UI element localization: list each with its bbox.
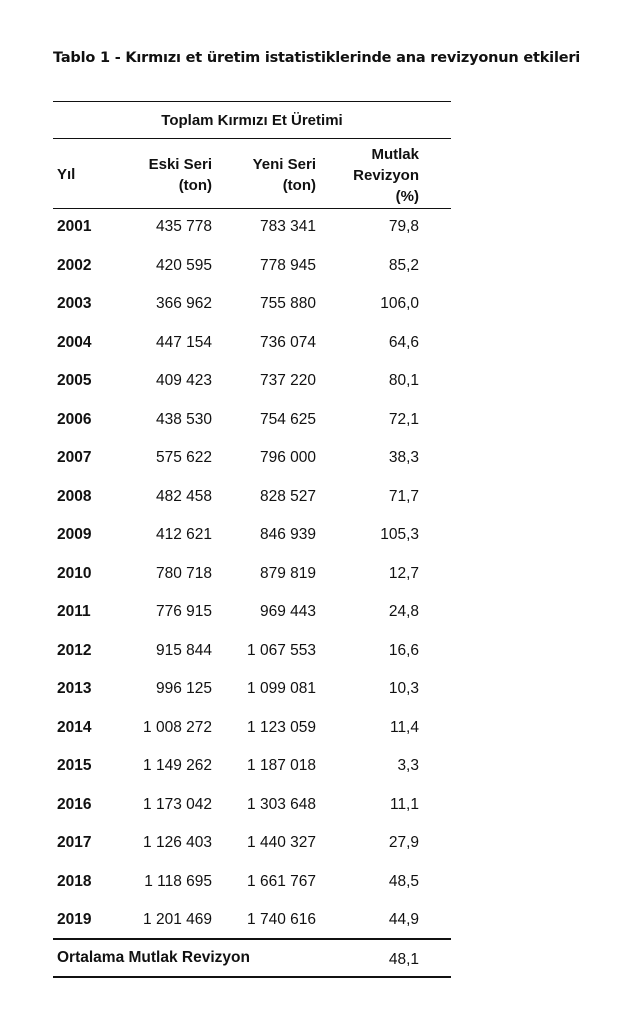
new-series-cell: 754 625 (259, 410, 316, 428)
table-row (0, 825, 622, 864)
year-cell: 2013 (57, 680, 92, 697)
revision-cell: 72,1 (388, 410, 419, 428)
new-series-cell: 736 074 (259, 333, 316, 351)
revision-cell: 71,7 (388, 487, 419, 505)
new-series-cell: 1 440 327 (247, 834, 316, 851)
new-series-cell: 1 661 767 (247, 872, 316, 890)
new-series-cell: 783 341 (259, 218, 316, 235)
table-row (0, 325, 622, 364)
year-cell: 2008 (57, 487, 92, 505)
revision-cell: 64,6 (388, 333, 419, 351)
year-cell: 2005 (57, 372, 92, 389)
col-header-new-series (253, 154, 316, 196)
new-series-cell: 846 939 (259, 526, 316, 543)
revision-cell: 24,8 (388, 603, 419, 620)
table-row (0, 864, 622, 903)
year-cell: 2006 (57, 410, 92, 428)
table-row (0, 479, 622, 518)
revision-cell: 106,0 (380, 295, 419, 312)
old-series-cell: 447 154 (155, 333, 212, 351)
revision-cell: 3,3 (397, 757, 419, 774)
new-series-cell: 1 099 081 (247, 680, 316, 697)
group-header: Toplam Kırmızı Et Üretimi (161, 112, 343, 129)
old-series-cell: 409 423 (155, 372, 212, 389)
year-cell: 2017 (57, 834, 92, 851)
old-series-cell: 996 125 (155, 680, 212, 697)
year-cell: 2001 (57, 218, 92, 235)
footer-top-rule (53, 938, 451, 940)
col-header-old-series (149, 154, 212, 196)
year-cell: 2009 (57, 526, 92, 543)
new-series-cell: 778 945 (259, 256, 316, 274)
revision-cell: 11,1 (389, 795, 419, 813)
old-series-cell: 776 915 (155, 603, 212, 620)
year-cell: 2016 (57, 795, 92, 813)
new-series-cell: 1 303 648 (247, 795, 316, 813)
revision-cell: 16,6 (388, 641, 419, 659)
old-series-cell: 412 621 (155, 526, 212, 543)
old-series-cell: 438 530 (155, 410, 212, 428)
revision-cell: 27,9 (388, 834, 419, 851)
year-cell: 2014 (57, 718, 92, 736)
old-series-cell: 1 008 272 (143, 718, 212, 736)
table-row (0, 363, 622, 402)
revision-cell: 11,4 (389, 718, 419, 736)
revision-cell: 85,2 (388, 256, 419, 274)
table-row (0, 402, 622, 441)
new-series-cell: 1 123 059 (247, 718, 316, 736)
revision-cell: 44,9 (388, 911, 419, 928)
old-series-cell: 575 622 (155, 449, 212, 466)
old-series-cell: 1 149 262 (143, 757, 212, 774)
col-header-new-series-line1: Yeni Seri (252, 156, 316, 173)
year-cell: 2011 (57, 603, 91, 620)
revision-cell: 80,1 (388, 372, 419, 389)
col-header-new-series-line2: (ton) (282, 177, 316, 194)
table-row (0, 286, 622, 325)
group-rule (53, 138, 451, 139)
new-series-cell: 737 220 (259, 372, 316, 389)
col-header-old-series-line2: (ton) (178, 177, 212, 194)
year-cell: 2019 (57, 911, 92, 928)
table-row (0, 594, 622, 633)
old-series-cell: 482 458 (155, 487, 212, 505)
year-cell: 2002 (57, 256, 92, 274)
table-row (0, 633, 622, 672)
revision-cell: 12,7 (388, 564, 419, 582)
revision-cell: 48,5 (388, 872, 419, 890)
bottom-rule (53, 976, 451, 978)
table-row (0, 902, 622, 941)
revision-cell: 105,3 (380, 526, 419, 543)
new-series-cell: 969 443 (259, 603, 316, 620)
col-header-revision-line3: (%) (395, 188, 419, 205)
table-row (0, 248, 622, 287)
table-row (0, 556, 622, 595)
revision-cell: 10,3 (388, 680, 419, 697)
old-series-cell: 366 962 (155, 295, 212, 312)
new-series-cell: 796 000 (259, 449, 316, 466)
col-header-revision-line2: Revizyon (353, 167, 419, 184)
year-cell: 2015 (57, 757, 92, 774)
year-cell: 2007 (57, 449, 92, 466)
col-header-old-series-line1: Eski Seri (148, 156, 212, 173)
revision-cell: 38,3 (388, 449, 419, 466)
new-series-cell: 828 527 (259, 487, 316, 505)
col-header-revision (353, 144, 419, 207)
new-series-cell: 1 067 553 (247, 641, 316, 659)
table-title: Tablo 1 - Kırmızı et üretim istatistiklerinde ana revizyonun etkileri (53, 50, 581, 66)
year-cell: 2012 (57, 641, 92, 659)
old-series-cell: 435 778 (155, 218, 212, 235)
new-series-cell: 755 880 (259, 295, 316, 312)
old-series-cell: 1 173 042 (143, 795, 212, 813)
year-cell: 2010 (57, 564, 92, 582)
table-row (0, 671, 622, 710)
average-revision-value: 48,1 (388, 951, 419, 968)
year-cell: 2003 (57, 295, 92, 312)
table-row (0, 748, 622, 787)
year-cell: 2004 (57, 333, 92, 351)
table-row (0, 787, 622, 826)
revision-cell: 79,8 (388, 218, 419, 235)
year-cell: 2018 (57, 872, 92, 890)
table-row (0, 517, 622, 556)
col-header-year: Yıl (57, 166, 76, 183)
table-body (0, 209, 622, 941)
old-series-cell: 1 118 695 (144, 872, 212, 890)
table-row (0, 209, 622, 248)
average-revision-label: Ortalama Mutlak Revizyon (57, 949, 250, 966)
new-series-cell: 1 187 018 (247, 757, 316, 774)
table-row (0, 710, 622, 749)
new-series-cell: 1 740 616 (247, 911, 316, 928)
col-header-revision-line1: Mutlak (371, 146, 419, 163)
new-series-cell: 879 819 (259, 564, 316, 582)
table-row (0, 440, 622, 479)
old-series-cell: 780 718 (155, 564, 212, 582)
old-series-cell: 915 844 (155, 641, 212, 659)
old-series-cell: 1 126 403 (143, 834, 212, 851)
top-rule (53, 101, 451, 102)
old-series-cell: 1 201 469 (143, 911, 212, 928)
old-series-cell: 420 595 (155, 256, 212, 274)
